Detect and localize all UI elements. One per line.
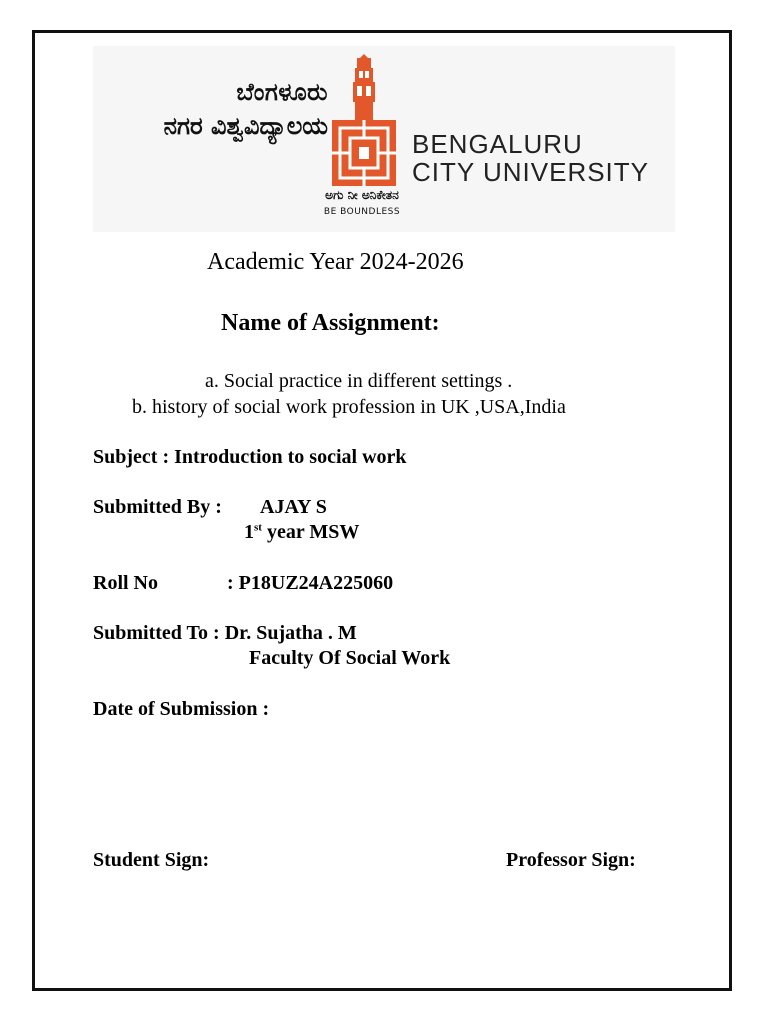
professor-sign-label: Professor Sign: <box>506 849 636 871</box>
roll-label: Roll No <box>93 572 158 594</box>
student-sign-label: Student Sign: <box>93 849 210 871</box>
student-year <box>244 521 359 544</box>
year-number: 1 <box>244 521 254 543</box>
faculty-line: Faculty Of Social Work <box>249 647 451 669</box>
logo-english-line-1: BENGALURU <box>412 129 583 159</box>
year-suffix: st <box>254 521 262 534</box>
date-of-submission: Date of Submission : <box>93 698 270 720</box>
assignment-item-b: b. history of social work profession in UK ,USA,India <box>132 396 566 418</box>
year-text: year MSW <box>261 521 360 543</box>
submitted-by-label: Submitted By : <box>93 496 222 518</box>
logo-kannada-line-2: ನಗರ ವಿಶ್ವವಿದ್ಯಾಲಯ <box>163 112 328 140</box>
university-emblem-icon <box>328 54 400 190</box>
logo-motto-english: BE BOUNDLESS <box>323 207 401 217</box>
submitted-to-line: Submitted To : Dr. Sujatha . M <box>93 622 357 644</box>
submitted-by-name: AJAY S <box>260 496 327 518</box>
logo-kannada-line-1: ಬೆಂಗಳೂರು <box>236 78 328 106</box>
roll-value: : P18UZ24A225060 <box>227 572 394 594</box>
logo-motto-kannada: ಅಗು ನೀ ಅನಿಕೇತನ <box>325 188 399 202</box>
assignment-item-a: a. Social practice in different settings . <box>205 370 513 392</box>
assignment-heading: Name of Assignment: <box>221 310 440 336</box>
academic-year: Academic Year 2024-2026 <box>207 249 464 275</box>
logo-english-line-2: CITY UNIVERSITY <box>412 157 650 187</box>
subject-line: Subject : Introduction to social work <box>93 446 407 468</box>
